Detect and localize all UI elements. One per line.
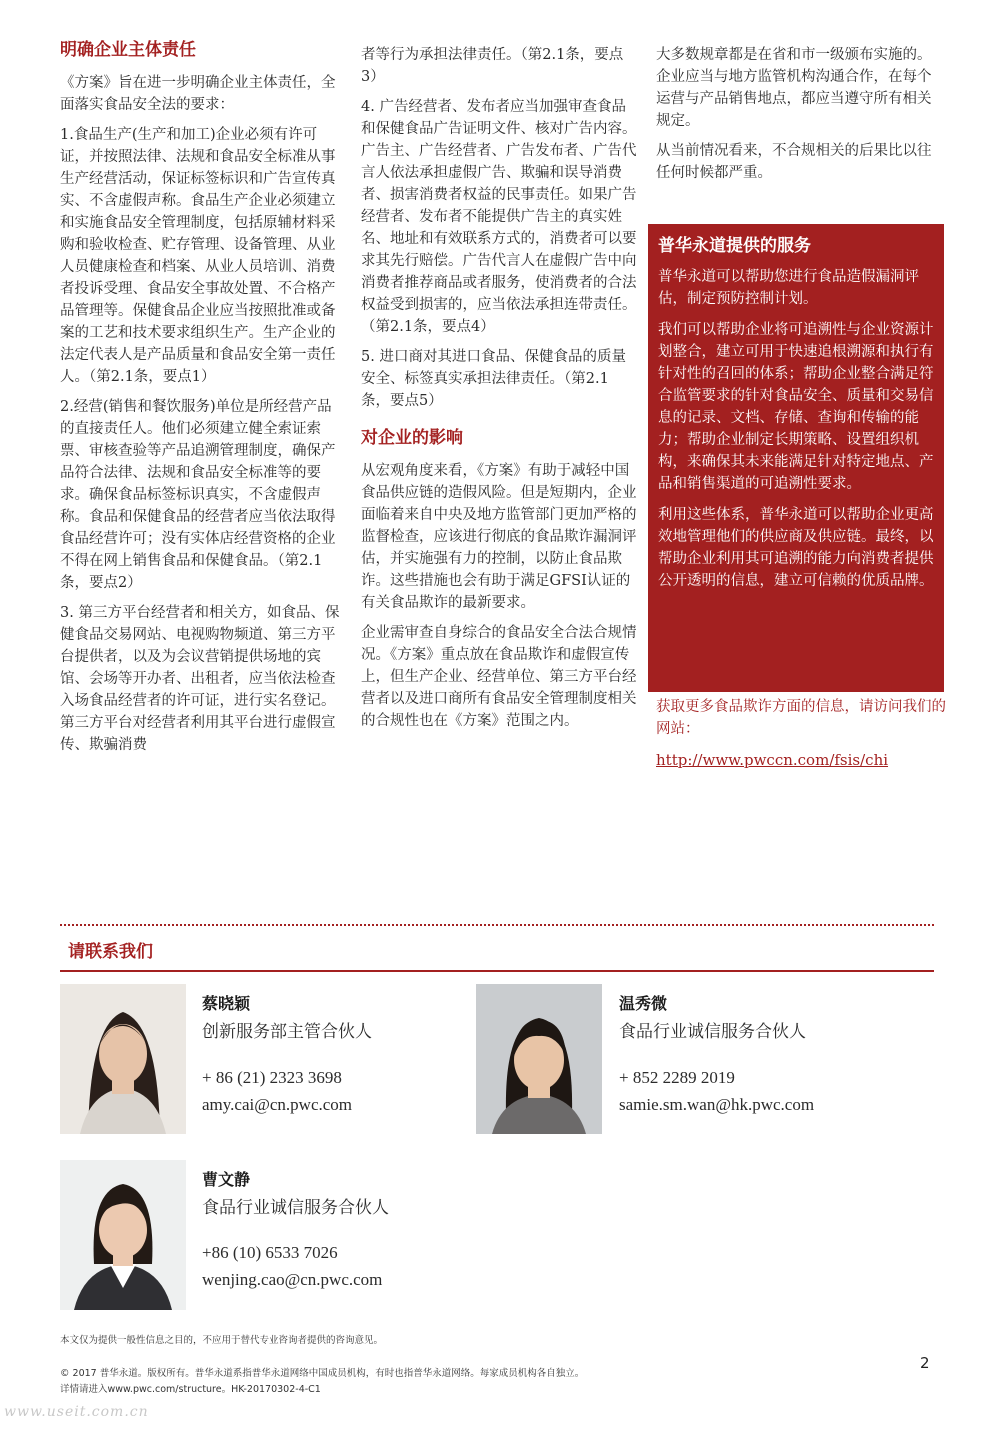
contact-title: 创新服务部主管合伙人 (202, 1022, 372, 1041)
contact-name: 曹文静 (202, 1170, 251, 1189)
section-heading-impact: 对企业的影响 (361, 428, 463, 448)
contact-name: 温秀微 (619, 994, 668, 1013)
paragraph: 企业需审查自身综合的食品安全合法合规情况。《方案》重点放在食品欺诈和虚假宣传上，但生产企业、经营单位、第三方平台经营者以及进口商所有食品安全管理制度相关的合规性也在《方案》范围之内。 (361, 625, 637, 729)
contact-phone: + 852 2289 2019 (619, 1068, 735, 1087)
contact-email[interactable]: wenjing.cao@cn.pwc.com (202, 1270, 383, 1289)
contact-phone: + 86 (21) 2323 3698 (202, 1068, 342, 1087)
paragraph: 3. 第三方平台经营者和相关方，如食品、保健食品交易网站、电视购物频道、第三方平台提供者，以及为会议营销提供场地的宾馆、会场等开办者、出租者，应当依法检查入场食品经营者的许可证，进行实名登记。第三方平台对经营者利用其平台进行虚假宣传、欺骗消费 (60, 605, 340, 753)
services-heading: 普华永道提供的服务 (658, 236, 811, 256)
portrait-photo (60, 984, 186, 1134)
portrait-photo (60, 1160, 186, 1310)
column-left (60, 38, 340, 764)
paragraph: 从宏观角度来看，《方案》有助于减轻中国食品供应链的造假风险。但是短期内，企业面临着来自中央及地方监管部门更加严格的监督检查，应该进行彻底的食品欺诈漏洞评估，并实施强有力的控制，以防止食品欺诈。这些措施也会有助于满足GFSI认证的有关食品欺诈的最新要求。 (361, 463, 637, 611)
contact-email[interactable]: amy.cai@cn.pwc.com (202, 1095, 353, 1114)
section-heading-responsibility: 明确企业主体责任 (60, 40, 196, 60)
contact-heading: 请联系我们 (68, 942, 153, 962)
contact-title: 食品行业诚信服务合伙人 (619, 1022, 806, 1041)
watermark: www.useit.com.cn (4, 1404, 149, 1420)
paragraph: 者等行为承担法律责任。（第2.1条，要点3） (361, 47, 624, 85)
column-right (656, 44, 936, 192)
services-paragraph: 普华永道可以帮助您进行食品造假漏洞评估，制定预防控制计划。 (658, 269, 919, 307)
page-number: 2 (920, 1354, 930, 1372)
paragraph: 从当前情况看来，不合规相关的后果比以往任何时候都严重。 (656, 143, 932, 181)
portrait-photo (476, 984, 602, 1134)
services-paragraph: 利用这些体系，普华永道可以帮助企业更高效地管理他们的供应商及供应链。最终，以帮助企业利用其可追溯的能力向消费者提供公开透明的信息，建立可信赖的优质品牌。 (658, 507, 934, 589)
dotted-divider (60, 924, 934, 926)
column-middle (361, 44, 637, 740)
copyright-line: © 2017 普华永道。版权所有。普华永道系指普华永道网络中国成员机构，有时也指普华永道网络。每家成员机构各自独立。 (60, 1368, 585, 1379)
contact-email[interactable]: samie.sm.wan@hk.pwc.com (619, 1095, 815, 1114)
paragraph: 大多数规章都是在省和市一级颁布实施的。企业应当与地方监管机构沟通合作，在每个运营与产品销售地点，都应当遵守所有相关规定。 (656, 47, 932, 129)
copyright-line: 详情请进入www.pwc.com/structure。HK-20170302-4-C1 (60, 1384, 321, 1395)
more-info-text: 获取更多食品欺诈方面的信息，请访问我们的网站： (656, 699, 946, 737)
contact-name: 蔡晓颖 (202, 994, 251, 1013)
copyright (60, 1366, 900, 1398)
paragraph: 5. 进口商对其进口食品、保健食品的质量安全、标签真实承担法律责任。（第2.1条，要点5） (361, 349, 626, 409)
paragraph: 4. 广告经营者、发布者应当加强审查食品和保健食品广告证明文件、核对广告内容。广告主、广告经营者、广告发布者、广告代言人依法承担虚假广告、欺骗和误导消费者、损害消费者权益的民事责任。如果广告经营者、发布者不能提供广告主的真实姓名、地址和有效联系方式的，消费者可以要求其先行赔偿。广告代言人在虚假广告中向消费者推荐商品或者服务，使消费者的合法权益受到损害的，应当依法承担连带责任。（第2.1条，要点4） (361, 99, 637, 335)
services-box (648, 224, 944, 692)
disclaimer: 本文仅为提供一般性信息之目的，不应用于替代专业咨询者提供的咨询意见。 (60, 1335, 384, 1346)
solid-divider (60, 970, 934, 972)
paragraph: 2.经营(销售和餐饮服务)单位是所经营产品的直接责任人。他们必须建立健全索证索票、审核查验等产品追溯管理制度，确保产品符合法律、法规和食品安全标准等的要求。确保食品标签标识真实，不含虚假声称。食品和保健食品的经营者应当依法取得食品经营许可；没有实体店经营资格的企业不得在网上销售食品和保健食品。（第2.1条，要点2） (60, 399, 336, 591)
services-paragraph: 我们可以帮助企业将可追溯性与企业资源计划整合，建立可用于快速追根溯源和执行有针对性的召回的体系；帮助企业整合满足符合监管要求的针对食品安全、质量和交易信息的记录、文档、存储、查询和传输的能力；帮助企业制定长期策略、设置组织机构，来确保其未来能满足针对特定地点、产品和销售渠道的可追溯性要求。 (658, 322, 934, 492)
website-link[interactable]: http://www.pwccn.com/fsis/chi (656, 751, 889, 769)
paragraph: 1.食品生产(生产和加工)企业必须有许可证，并按照法律、法规和食品安全标准从事生产经营活动，保证标签标识和广告宣传真实、不含虚假声称。食品生产企业必须建立和实施食品安全管理制度，包括原辅材料采购和验收检查、贮存管理、设备管理、从业人员健康检查和档案、从业人员培训、消费者投诉受理、食品安全事故处置、不合格产品管理等。保健食品企业应当按照批准或备案的工艺和技术要求组织生产。生产企业的法定代表人是产品质量和食品安全第一责任人。（第2.1条，要点1） (60, 127, 336, 385)
contact-title: 食品行业诚信服务合伙人 (202, 1198, 389, 1217)
paragraph: 《方案》旨在进一步明确企业主体责任，全面落实食品安全法的要求： (60, 75, 336, 113)
contact-phone: +86 (10) 6533 7026 (202, 1243, 338, 1262)
